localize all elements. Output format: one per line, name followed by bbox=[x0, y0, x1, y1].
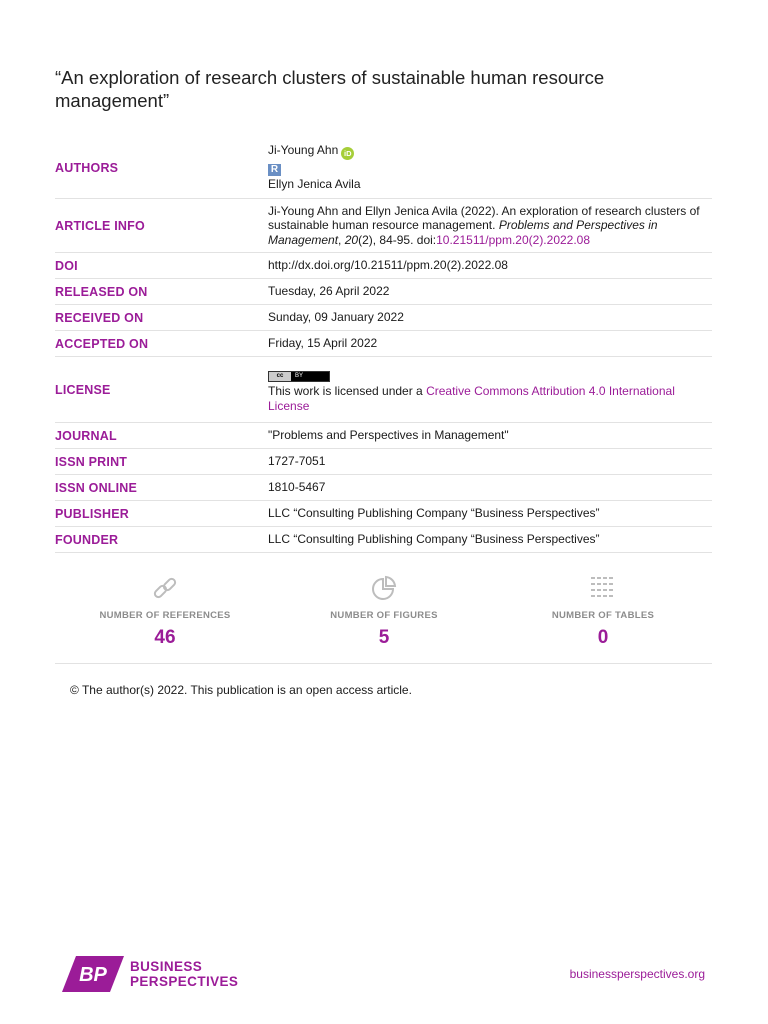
row-issn-print bbox=[55, 449, 712, 475]
publication-stats bbox=[55, 562, 712, 664]
founder-value: LLC “Consulting Publishing Company “Business Perspectives” bbox=[268, 532, 600, 547]
founder-label: FOUNDER bbox=[55, 532, 119, 547]
license-link[interactable]: Creative Commons Attribution 4.0 International License bbox=[268, 384, 675, 413]
license-value bbox=[268, 366, 712, 413]
cc-by-badge-icon[interactable] bbox=[268, 371, 330, 382]
publisher-logo[interactable] bbox=[62, 956, 238, 992]
row-accepted bbox=[55, 331, 712, 357]
publisher-website-link[interactable]: businessperspectives.org bbox=[569, 967, 705, 981]
copyright-notice: © The author(s) 2022. This publication is an open access article. bbox=[70, 683, 412, 697]
article-info-table bbox=[55, 137, 712, 553]
logo-line2: PERSPECTIVES bbox=[130, 974, 239, 989]
row-license bbox=[55, 357, 712, 423]
released-value: Tuesday, 26 April 2022 bbox=[268, 284, 390, 299]
doi-value: http://dx.doi.org/10.21511/ppm.20(2).2022.08 bbox=[268, 258, 508, 273]
row-founder bbox=[55, 527, 712, 553]
logo-mark-text: BP bbox=[79, 964, 107, 986]
pie-chart-icon bbox=[284, 574, 484, 602]
received-label: RECEIVED ON bbox=[55, 310, 144, 325]
journal-label: JOURNAL bbox=[55, 428, 117, 443]
doi-link[interactable]: 10.21511/ppm.20(2).2022.08 bbox=[436, 232, 591, 247]
issn-online-value: 1810-5467 bbox=[268, 480, 326, 495]
business-perspectives-logo-icon bbox=[62, 956, 124, 992]
journal-name: Problems and Perspectives in Management bbox=[268, 218, 658, 247]
authors-value bbox=[268, 142, 712, 193]
tables-count: 0 bbox=[597, 627, 609, 648]
journal-value: "Problems and Perspectives in Management" bbox=[268, 428, 509, 443]
row-journal bbox=[55, 423, 712, 449]
figures-count: 5 bbox=[378, 627, 390, 648]
publisher-label: PUBLISHER bbox=[55, 506, 130, 521]
publisher-value: LLC “Consulting Publishing Company “Business Perspectives” bbox=[268, 506, 600, 521]
authors-label: AUTHORS bbox=[55, 160, 119, 175]
received-value: Sunday, 09 January 2022 bbox=[268, 310, 404, 325]
accepted-value: Friday, 15 April 2022 bbox=[268, 336, 378, 351]
row-authors bbox=[55, 137, 712, 199]
stat-references bbox=[65, 562, 265, 649]
references-label: NUMBER OF REFERENCES bbox=[99, 610, 231, 621]
article-info-label: ARTICLE INFO bbox=[55, 218, 145, 233]
issn-print-label: ISSN PRINT bbox=[55, 454, 128, 469]
accepted-label: ACCEPTED ON bbox=[55, 336, 149, 351]
row-publisher bbox=[55, 501, 712, 527]
license-label: LICENSE bbox=[55, 382, 111, 397]
row-doi bbox=[55, 253, 712, 279]
volume: 20 bbox=[344, 232, 359, 247]
cc-badge-text: cc bbox=[269, 372, 291, 381]
link-icon bbox=[65, 574, 265, 602]
table-icon bbox=[503, 574, 703, 602]
logo-wordmark bbox=[130, 959, 238, 989]
researcher-id-icon[interactable]: R bbox=[268, 164, 281, 176]
license-prefix: This work is licensed under a bbox=[268, 384, 427, 398]
released-label: RELEASED ON bbox=[55, 284, 148, 299]
issn-print-value: 1727-7051 bbox=[268, 454, 326, 469]
issue-pages: (2), 84-95. doi: bbox=[358, 232, 437, 247]
issn-online-label: ISSN ONLINE bbox=[55, 480, 138, 495]
row-issn-online bbox=[55, 475, 712, 501]
figures-label: NUMBER OF FIGURES bbox=[330, 610, 438, 621]
citation-text bbox=[268, 204, 712, 248]
citation-prefix: Ji-Young Ahn and Ellyn Jenica Avila (2022). An exploration of research clusters of sustainable human resource management. bbox=[268, 203, 700, 233]
tables-label: NUMBER OF TABLES bbox=[551, 610, 655, 621]
author-name[interactable]: Ellyn Jenica Avila bbox=[268, 177, 361, 191]
stat-figures bbox=[284, 562, 484, 649]
row-released bbox=[55, 279, 712, 305]
orcid-icon[interactable]: iD bbox=[341, 147, 354, 160]
author-name[interactable]: Ji-Young Ahn bbox=[268, 143, 339, 157]
row-article-info bbox=[55, 199, 712, 253]
stat-tables bbox=[503, 562, 703, 649]
citation-sep: , bbox=[338, 232, 345, 247]
references-count: 46 bbox=[154, 627, 176, 648]
logo-line1: BUSINESS bbox=[130, 959, 203, 974]
by-badge-text: BY bbox=[295, 373, 304, 379]
doi-label: DOI bbox=[55, 258, 78, 273]
row-received bbox=[55, 305, 712, 331]
document-title: “An exploration of research clusters of sustainable human resource management” bbox=[55, 67, 605, 111]
